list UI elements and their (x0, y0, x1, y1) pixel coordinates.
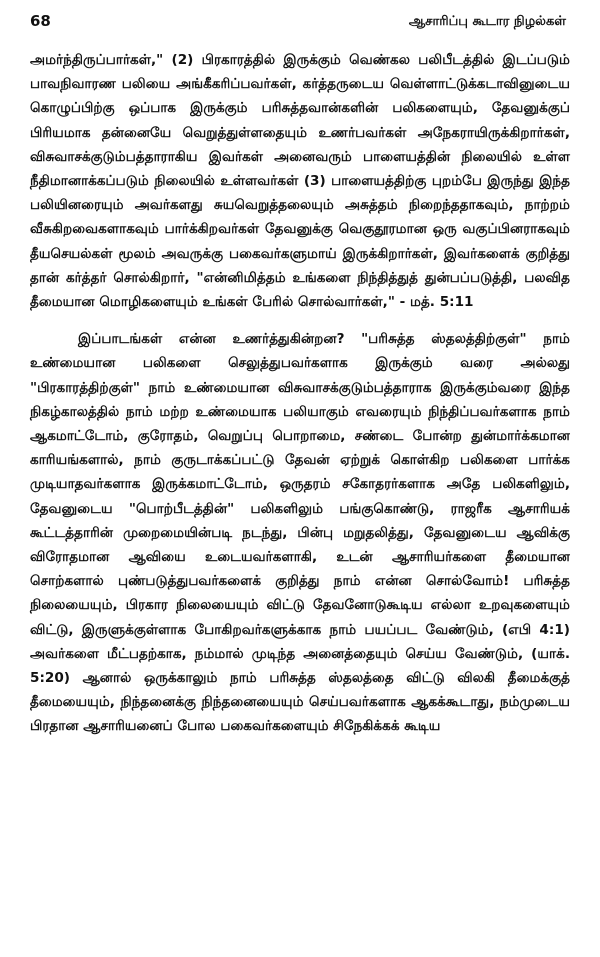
paragraph-1: அமர்ந்திருப்பார்கள்," (2) பிரகாரத்தில் இருக்கும் வெண்கல பலிபீடத்தில் இடப்படும் பாவநிவாரண பலியை அங்கீகரிப்பவர்கள், கர்த்தருடைய வெள்ளாட்டுக்கடாவினுடைய கொழுப்பிற்கு ஒப்பாக இருக்கும் பரிசுத்தவான்களின் பலிகளையும், தேவனுக்குப் பிரியமாக தன்னையே வெறுத்துள்ளதையும் உணர்பவர்கள் அநேகராயிருக்கிறார்கள், விசுவாசக்குடும்பத்தாராகிய இவர்கள் அனைவரும் பாளையத்தின் நிலையில் உள்ள நீதிமானாக்கப்படும் நிலையில் உள்ளவர்கள் (3) பாளையத்திற்கு புறம்பே இருந்து இந்த பலியினரையும் அவர்களது சுயவெறுத்தலையும் அசுத்தம் நிறைந்ததாகவும், நாற்றம் வீசுகிறவைகளாகவும் பார்க்கிறவர்கள் தேவனுக்கு வெகுதூரமான ஒரு வகுப்பினராகவும் தீயசெயல்கள் மூலம் அவருக்கு பகைவர்களுமாய் இருக்கிறார்கள், இவர்களைக் குறித்து தான் கர்த்தர் சொல்கிறார், "என்னிமித்தம் உங்களை நிந்தித்துத் துன்பப்படுத்தி, பலவித தீமையான மொழிகளையும் உங்கள் பேரில் சொல்வார்கள்," - மத். 5:11 (30, 52, 570, 311)
running-title: ஆசாரிப்பு கூடார நிழல்கள் (408, 14, 566, 29)
body-text (30, 48, 570, 739)
page-number: 68 (30, 12, 51, 30)
paragraph-2: இப்பாடங்கள் என்ன உணர்த்துகின்றன? "பரிசுத்த ஸ்தலத்திற்குள்" நாம் உண்மையான பலிகளை செலுத்துபவர்களாக இருக்கும் வரை அல்லது "பிரகாரத்திற்குள்" நாம் உண்மையான விசுவாசக்குடும்பத்தாராக இருக்கும்வரை இந்த நிகழ்காலத்தில் நாம் மற்ற உண்மையாக பலியாகும் எவரையும் நிந்திப்பவர்களாக நாம் ஆகமாட்டோம், குரோதம், வெறுப்பு பொறாமை, சண்டை போன்ற துன்மார்க்கமான காரியங்களால், நாம் குருடாக்கப்பட்டு தேவன் ஏற்றுக் கொள்கிற பலிகளை பார்க்க முடியாதவர்களாக இருக்கமாட்டோம், ஒருதரம் சகோதரர்களாக அதே பலிகளிலும், தேவனுடைய "பொற்பீடத்தின்" பலிகளிலும் பங்குகொண்டு, ராஜரீக ஆசாரியக் கூட்டத்தாரின் முறைமையின்படி நடந்து, பின்பு மறுதலித்து, தேவனுடைய ஆவிக்கு விரோதமான ஆவியை உடையவர்களாகி, உடன் ஆசாரியர்களை தீமையான சொற்களால் புண்படுத்துபவர்களைக் குறித்து நாம் என்ன சொல்வோம்! பரிசுத்த நிலையையும், பிரகார நிலையையும் விட்டு தேவனோடுகூடிய எல்லா உறவுகளையும் விட்டு, இருளுக்குள்ளாக போகிறவர்களுக்காக நாம் பயப்பட வேண்டும், (எபி 4:1) அவர்களை மீட்பதற்காக, நம்மால் முடிந்த அனைத்தையும் செய்ய வேண்டும், (யாக். 5:20) ஆனால் ஒருக்காலும் நாம் பரிசுத்த ஸ்தலத்தை விட்டு விலகி தீமைக்குத் தீமையையும், நிந்தனைக்கு நிந்தனையையும் செய்பவர்களாக ஆகக்கூடாது, நம்முடைய பிரதான ஆசாரியனைப் போல பகைவர்களையும் சிநேகிக்கக் கூடிய (30, 331, 570, 735)
